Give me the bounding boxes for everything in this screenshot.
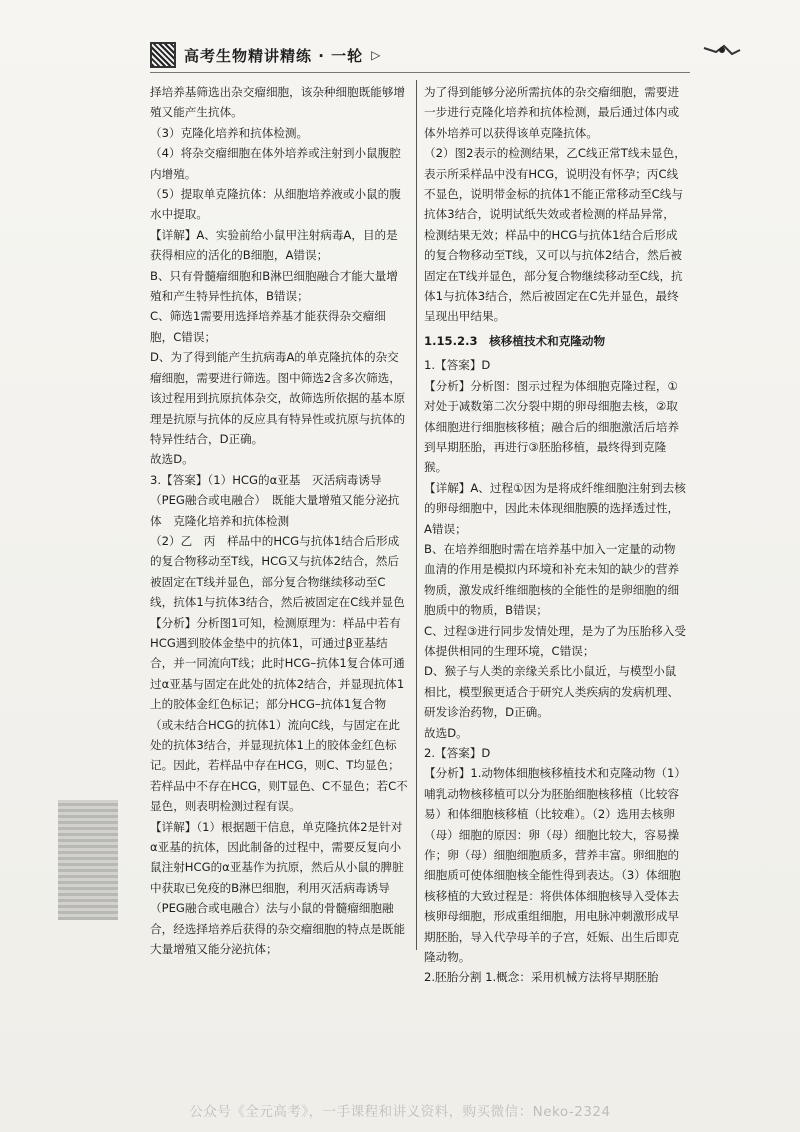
- left-para-6: B、只有骨髓瘤细胞和B淋巴细胞融合才能大量增殖和产生特异性抗体，B错误；: [150, 268, 398, 304]
- page-header: [150, 42, 380, 68]
- answer-3: 3.【答案】（1）HCG的α亚基 灭活病毒诱导（PEG融合或电融合） 既能大量增殖又能分泌抗体 克隆化培养和抗体检测: [150, 472, 400, 528]
- right-para-8: C、过程③进行同步发情处理，是为了为压胎移入受体提供相同的生理环境，C错误；: [424, 623, 686, 658]
- triangle-marker-icon: ▷: [371, 48, 381, 62]
- section-heading: 1.15.2.3 核移植技术和克隆动物: [424, 333, 606, 348]
- left-para-9: 故选D。: [150, 452, 194, 467]
- left-para-3: （4）将杂交瘤细胞在体外培养或注射到小鼠腹腔内增殖。: [150, 146, 401, 181]
- left-column: [150, 82, 408, 959]
- right-column: [424, 82, 686, 988]
- right-para-1: 为了得到能够分泌所需抗体的杂交瘤细胞，需要进一步进行克隆化培养和抗体检测，最后通过体内或体外培养可以获得该单克隆抗体。: [424, 85, 680, 140]
- left-para-7: C、筛选1需要用选择培养基才能获得杂交瘤细胞，C错误；: [150, 309, 386, 344]
- right-para-7: B、在培养细胞时需在培养基中加入一定量的动物血清的作用是模拟内环境和补充未知的缺少的营养物质，激发成纤维细胞核的全能性的是卵细胞的细胞质中的物质，B错误；: [424, 541, 680, 618]
- left-para-13: 【详解】（1）根据题干信息，单克隆抗体2是针对α亚基的抗体，因此制备的过程中，需要反复向小鼠注射HCG的α亚基作为抗原，然后从小鼠的脾脏中获取已免疫的B淋巴细胞，利用灭活病毒诱导（PEG融合或电融合）法与小鼠的骨髓瘤细胞融合，经选择培养后获得的杂交瘤细胞的特点是既能大量增殖又能分泌抗体；: [150, 819, 406, 957]
- left-para-1: 择培养基筛选出杂交瘤细胞，该杂种细胞既能够增殖又能产生抗体。: [150, 85, 406, 120]
- left-para-4: （5）提取单克隆抗体：从细胞培养液或小鼠的腹水中提取。: [150, 187, 401, 222]
- right-para-9: D、猴子与人类的亲缘关系比小鼠近，与模型小鼠相比，模型猴更适合于研究人类疾病的发病机理、研发诊治药物，D正确。: [424, 664, 680, 720]
- left-para-5: 【详解】A、实验前给小鼠甲注射病毒A，目的是获得相应的活化的B细胞，A错误；: [150, 227, 398, 263]
- book-title: 高考生物精讲精练 · 一轮: [184, 46, 364, 65]
- answer-2: 2.【答案】D: [424, 746, 491, 760]
- left-para-11: （2）乙 丙 样品中的HCG与抗体1结合后形成的复合物移动至T线，HCG又与抗体2结合，然后被固定在T线并显色，部分复合物继续移动至C线，抗体1与抗体3结合，然后被固定在C线并显色: [150, 533, 405, 610]
- right-para-13: 2.胚胎分割 1.概念：采用机械方法将早期胚胎: [424, 970, 659, 985]
- right-para-5: 【分析】分析图：图示过程为体细胞克隆过程，①对处于减数第二次分裂中期的卵母细胞去核，②取体细胞进行细胞核移植；融合后的细胞激活后培养到早期胚胎，再进行③胚胎移植，最终得到克隆猴。: [424, 378, 680, 475]
- right-para-2: （2）图2表示的检测结果，乙C线正常T线未显色，表示所采样品中没有HCG，说明没有怀孕；丙C线不显色，说明带金标的抗体1不能正常移动至C线与抗体3结合，说明试纸失效或者检测的样品异常，检测结果无效；样品中的HCG与抗体1结合后形成的复合物移动至T线，又可以与抗体2结合，然后被固定在T线并显色，部分复合物继续移动至C线，抗体1与抗体3结合，然后被固定在C先并显色，最终呈现出甲结果。: [424, 146, 686, 324]
- ink-smudge-icon: [702, 40, 742, 64]
- margin-scan-mark: [58, 800, 118, 920]
- column-divider: [416, 80, 417, 950]
- book-logo-icon: [150, 42, 176, 68]
- left-para-12: 【分析】分析图1可知，检测原理为：样品中若有HCG遇到胶体金垫中的抗体1，可通过β亚基结合，并一同流向T线；此时HCG–抗体1复合体可通过α亚基与固定在此处的抗体2结合，并显现抗体1上的胶体金红色标记；部分HCG–抗体1复合物（或未结合HCG的抗体1）流向C线，与固定在此处的抗体3结合，并显现抗体1上的胶体金红色标记。因此，若样品中存在HCG，则C、T均显色；若样品中不存在HCG，则T显色、C不显色；若C不显色，则表明检测过程有误。: [150, 615, 408, 814]
- left-para-8: D、为了得到能产生抗病毒A的单克隆抗体的杂交瘤细胞，需要进行筛选。图中筛选2含多次筛选，该过程用到抗原抗体杂交，故筛选所依据的基本原理是抗原与抗体的反应具有特异性或抗原与抗体的特异性结合，D正确。: [150, 350, 406, 446]
- header-rule: [150, 72, 690, 73]
- right-para-6: 【详解】A、过程①因为是将成纤维细胞注射到去核的卵母细胞中，因此未体现细胞膜的选择透过性，A错误；: [424, 480, 686, 536]
- left-para-2: （3）克隆化培养和抗体检测。: [150, 125, 309, 140]
- watermark-footer: 公众号《全元高考》，一手课程和讲义资料，购买微信：Neko-2324: [189, 1104, 611, 1120]
- right-para-10: 故选D。: [424, 725, 468, 740]
- right-para-12: 【分析】1.动物体细胞核移植技术和克隆动物（1）哺乳动物核移植可以分为胚胎细胞核移植（比较容易）和体细胞核移植（比较难）。（2）选用去核卵（母）细胞的原因：卵（母）细胞比较大，容易操作；卵（母）细胞细胞质多，营养丰富。卵细胞的细胞质可使体细胞核全能性得到表达。（3）体细胞核移植的大致过程是：将供体体细胞核导入受体去核卵母细胞，形成重组细胞，用电脉冲刺激形成早期胚胎，导入代孕母羊的子宫，妊娠、出生后即克隆动物。: [424, 766, 686, 965]
- answer-1: 1.【答案】D: [424, 358, 491, 373]
